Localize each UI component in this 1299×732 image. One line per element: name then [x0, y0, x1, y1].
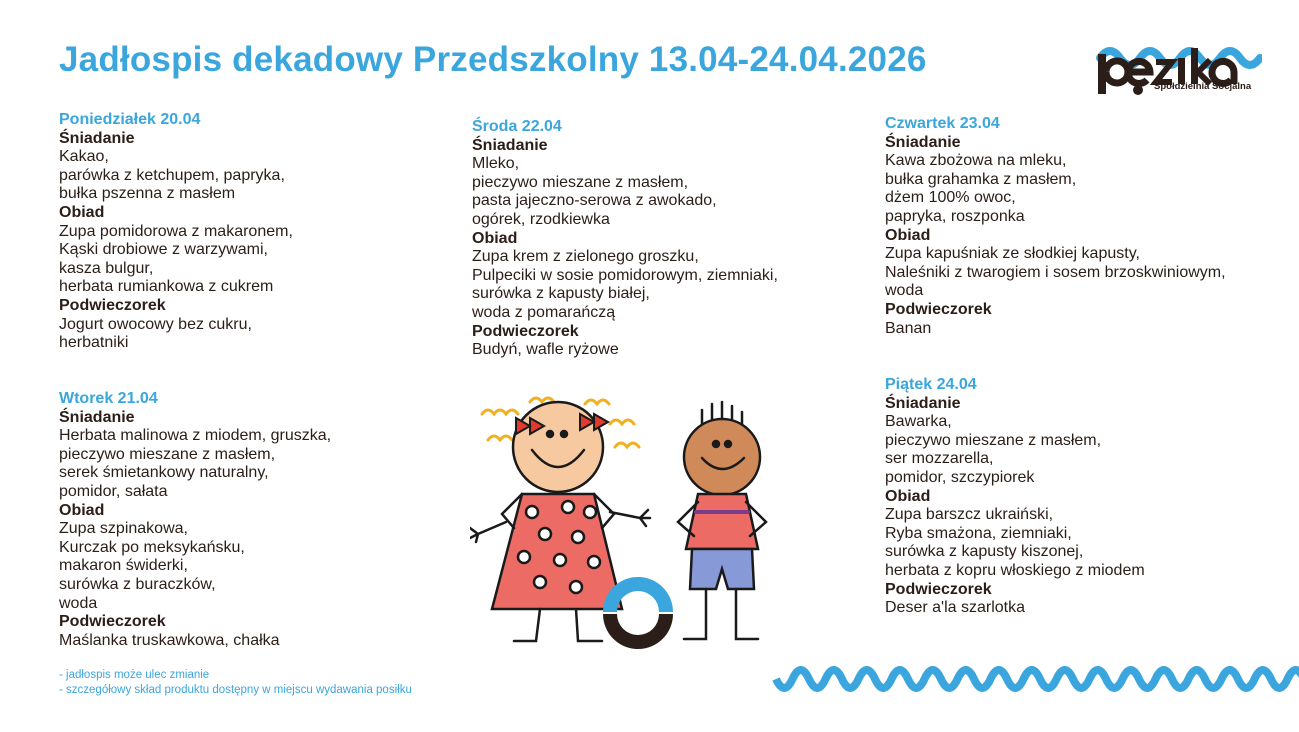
menu-item: pieczywo mieszane z masłem,: [885, 431, 1102, 449]
menu-item: herbata rumiankowa z cukrem: [59, 278, 274, 296]
day-heading: Poniedziałek 20.04: [59, 111, 201, 128]
menu-item: Kakao,: [59, 148, 109, 166]
menu-item: Naleśniki z twarogiem i sosem brzoskwiniowym,: [885, 263, 1226, 281]
menu-item: ser mozzarella,: [885, 450, 994, 468]
menu-item: herbata z kopru włoskiego z miodem: [885, 561, 1145, 579]
day-heading: Czwartek 23.04: [885, 115, 1000, 132]
menu-item: Budyń, wafle ryżowe: [472, 341, 619, 359]
meal-label: Podwieczorek: [59, 613, 166, 631]
menu-item: Zupa krem z zielonego groszku,: [472, 248, 699, 266]
menu-item: Jogurt owocowy bez cukru,: [59, 315, 252, 333]
wave-decoration: [772, 665, 1299, 701]
menu-item: Zupa barszcz ukraiński,: [885, 506, 1054, 524]
meal-label: Podwieczorek: [472, 322, 579, 340]
meal-label: Obiad: [59, 203, 105, 221]
menu-item: kasza bulgur,: [59, 259, 154, 277]
menu-item: pieczywo mieszane z masłem,: [59, 445, 276, 463]
menu-item: pasta jajeczno-serowa z awokado,: [472, 192, 717, 210]
menu-item: bułka grahamka z masłem,: [885, 170, 1077, 188]
menu-item: Zupa kapuśniak ze słodkiej kapusty,: [885, 245, 1140, 263]
meal-label: Obiad: [885, 226, 931, 244]
meal-label: Podwieczorek: [59, 296, 166, 314]
menu-item: serek śmietankowy naturalny,: [59, 464, 269, 482]
menu-item: pomidor, szczypiorek: [885, 468, 1035, 486]
menu-item: Mleko,: [472, 155, 520, 173]
menu-item: woda z pomarańczą: [472, 303, 616, 321]
logo-subtitle: Spółdzielnia Socjalna: [1154, 81, 1252, 92]
day-tuesday: [59, 390, 331, 650]
page-title: Jadłospis dekadowy Przedszkolny 13.04-24.04.2026: [59, 40, 927, 79]
menu-item: bułka pszenna z masłem: [59, 185, 236, 203]
meal-label: Śniadanie: [885, 394, 961, 412]
day-thursday: [885, 115, 1226, 338]
menu-item: Banan: [885, 319, 932, 337]
menu-item: dżem 100% owoc,: [885, 189, 1016, 207]
meal-label: Podwieczorek: [885, 300, 992, 318]
ring-logo-icon: [603, 577, 673, 649]
menu-item: Zupa pomidorowa z makaronem,: [59, 222, 293, 240]
meal-label: Śniadanie: [885, 133, 961, 151]
day-heading: Środa 22.04: [472, 118, 562, 135]
day-friday: [885, 376, 1145, 618]
menu-item: Kurczak po meksykańsku,: [59, 538, 245, 556]
meal-label: Obiad: [885, 487, 931, 505]
footnotes: [59, 668, 412, 698]
menu-item: papryka, roszponka: [885, 207, 1025, 225]
meal-label: Śniadanie: [472, 136, 548, 154]
children-illustration: [470, 392, 780, 652]
menu-item: parówka z ketchupem, papryka,: [59, 166, 285, 184]
menu-item: Ryba smażona, ziemniaki,: [885, 524, 1072, 542]
menu-item: Pulpeciki w sosie pomidorowym, ziemniaki,: [472, 266, 778, 284]
menu-item: pomidor, sałata: [59, 482, 168, 500]
menu-item: surówka z kapusty białej,: [472, 285, 650, 303]
menu-item: Bawarka,: [885, 413, 952, 431]
menu-item: Maślanka truskawkowa, chałka: [59, 631, 280, 649]
meal-label: Obiad: [472, 229, 518, 247]
boy-figure: [678, 402, 766, 639]
menu-item: Zupa szpinakowa,: [59, 520, 188, 538]
meal-label: Obiad: [59, 501, 105, 519]
day-monday: [59, 111, 293, 353]
menu-item: ogórek, rzodkiewka: [472, 210, 610, 228]
menu-item: Kawa zbożowa na mleku,: [885, 152, 1067, 170]
menu-item: surówka z buraczków,: [59, 575, 216, 593]
meal-label: Podwieczorek: [885, 580, 992, 598]
footnote: - szczegółowy skład produktu dostępny w miejscu wydawania posiłku: [59, 684, 412, 696]
meal-label: Śniadanie: [59, 408, 135, 426]
girl-figure: [470, 398, 650, 641]
menu-item: pieczywo mieszane z masłem,: [472, 173, 689, 191]
day-heading: Piątek 24.04: [885, 376, 977, 393]
menu-item: herbatniki: [59, 334, 129, 352]
menu-item: Kąski drobiowe z warzywami,: [59, 241, 268, 259]
menu-item: woda: [59, 594, 98, 612]
menu-item: surówka z kapusty kiszonej,: [885, 543, 1084, 561]
menu-item: Herbata malinowa z miodem, gruszka,: [59, 427, 332, 445]
day-wednesday: [472, 118, 778, 360]
menu-item: woda: [885, 282, 924, 300]
meal-label: Śniadanie: [59, 129, 135, 147]
footnote: - jadłospis może ulec zmianie: [59, 669, 210, 681]
day-heading: Wtorek 21.04: [59, 390, 158, 407]
menu-item: makaron świderki,: [59, 557, 188, 575]
menu-item: Deser a'la szarlotka: [885, 599, 1025, 617]
